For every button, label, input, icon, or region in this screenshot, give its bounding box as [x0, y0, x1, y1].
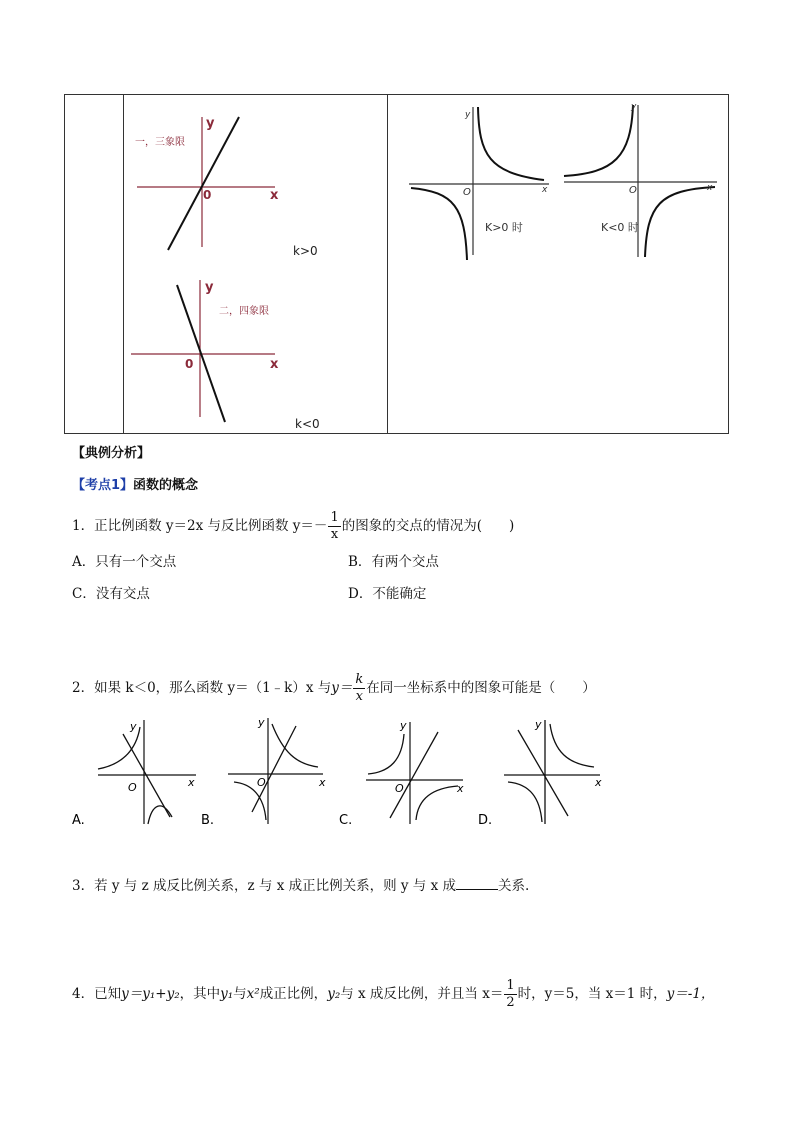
hyp2-origin: O	[629, 185, 637, 196]
graph2-caption: k<0	[295, 417, 320, 431]
q1-frac-den: x	[330, 527, 339, 542]
q3-number: 3．	[72, 878, 95, 894]
q1-fraction	[328, 510, 340, 543]
q4-frac-den: 2	[506, 995, 515, 1010]
q4-text-b: ，其中	[179, 986, 221, 1002]
q2-graph-a[interactable]	[72, 720, 196, 827]
question-4	[72, 978, 714, 1011]
q2-number: 2．	[72, 680, 95, 696]
topic-prefix: 【考点1】	[72, 478, 134, 493]
q4-fraction	[504, 978, 516, 1011]
q2-graph-a-y: y	[130, 720, 137, 733]
q1-option-a[interactable]	[72, 550, 176, 570]
q2-graph-d-x: x	[595, 776, 602, 789]
hyp2-y-label: y	[631, 102, 637, 112]
q2-graph-b[interactable]	[201, 716, 326, 827]
hyperbola-graphs	[389, 95, 729, 433]
q1-number: 1．	[72, 518, 95, 534]
q3-text-b: 关系.	[498, 878, 530, 894]
q1-option-c-letter: C．	[72, 586, 96, 602]
q4-text-c: 与	[233, 986, 247, 1002]
q2-graph-d-letter: D.	[478, 813, 493, 827]
graph1-caption: k>0	[293, 244, 318, 258]
q4-text-e: 与 x 成反比例，并且当 x＝	[340, 986, 504, 1002]
q1-option-b-letter: B．	[348, 554, 372, 570]
q1-option-b[interactable]	[348, 550, 439, 570]
q1-option-c[interactable]	[72, 582, 150, 602]
hyp1-caption: K>0 时	[485, 221, 523, 234]
graph1-x-label: x	[270, 188, 279, 203]
graph2-origin: 0	[185, 357, 194, 371]
hyp2-x-label: x	[707, 183, 713, 193]
graph2-quadrant-label: 二，四象限	[219, 306, 269, 317]
linear-graphs	[125, 95, 387, 433]
q1-option-a-text: 只有一个交点	[95, 554, 177, 570]
q2-graph-b-origin: O	[257, 776, 266, 789]
hyp1-branch-2	[411, 188, 467, 260]
graph2-x-label: x	[270, 357, 279, 372]
q1-option-d-text: 不能确定	[372, 586, 427, 602]
hyp1-y-label: y	[465, 110, 471, 120]
q2-graph-a-letter: A.	[72, 813, 85, 827]
q2-graph-c-letter: C.	[339, 813, 353, 827]
question-2	[72, 672, 596, 705]
q2-graph-d-y: y	[535, 718, 542, 731]
question-1	[72, 510, 514, 543]
q2-graph-a-origin: O	[128, 781, 137, 794]
q1-option-c-text: 没有交点	[95, 586, 150, 602]
hyp2-branch-1	[564, 105, 633, 176]
q4-number: 4．	[72, 986, 95, 1002]
q2-frac-den: x	[355, 689, 363, 704]
hyp1-origin: O	[463, 187, 471, 198]
hyp2-branch-2	[645, 187, 715, 257]
q4-x2: x²	[246, 986, 260, 1002]
q4-text-f: 时，y＝5，当 x＝1 时，	[517, 986, 667, 1002]
q2-graph-c-origin: O	[395, 782, 404, 795]
q2-text-b: 在同一坐标系中的图象可能是（ ）	[366, 680, 596, 696]
topic-title: 函数的概念	[133, 478, 199, 493]
graph1-origin: 0	[203, 188, 212, 202]
table-divider-2	[387, 95, 388, 433]
hyp1-branch-1	[478, 107, 544, 180]
q4-eq1: y＝y₁+y₂	[121, 986, 180, 1002]
q2-option-graphs	[68, 712, 628, 827]
q1-option-b-text: 有两个交点	[371, 554, 439, 570]
q4-frac-num: 1	[506, 978, 515, 993]
q4-text-d: 成正比例，	[259, 986, 328, 1002]
q2-graph-b-y: y	[258, 716, 265, 729]
hyp1-x-label: x	[542, 185, 548, 195]
property-table	[64, 94, 729, 434]
q4-y2: y₂	[327, 986, 341, 1002]
q2-graph-c[interactable]	[339, 719, 464, 827]
q3-answer-blank[interactable]	[456, 877, 498, 890]
q2-graph-b-x: x	[319, 776, 326, 789]
q4-text-a: 已知	[94, 986, 122, 1002]
q2-graph-a-x: x	[188, 776, 195, 789]
q4-y1: y₁	[220, 986, 234, 1002]
q1-option-d[interactable]	[348, 582, 426, 602]
q1-option-d-letter: D．	[348, 586, 373, 602]
q1-text-a: 正比例函数 y＝2x 与反比例函数 y＝－	[94, 518, 328, 534]
topic-heading	[72, 474, 198, 493]
hyp2-caption: K<0 时	[601, 221, 639, 234]
q1-option-a-letter: A．	[72, 554, 96, 570]
graph1-quadrant-label: 一，三象限	[135, 137, 185, 148]
q1-frac-num: 1	[330, 510, 339, 525]
q1-text-b: 的图象的交点的情况为( )	[341, 518, 515, 534]
graph2-y-label: y	[205, 280, 214, 295]
q2-y-eq: y＝	[331, 680, 353, 696]
section-title: 【典例分析】	[72, 446, 151, 461]
graph1-y-label: y	[206, 116, 215, 131]
table-divider-1	[123, 95, 124, 433]
q2-graph-c-y: y	[400, 719, 407, 732]
q4-text-g: y＝-1，	[666, 986, 715, 1002]
q2-fraction	[353, 672, 365, 705]
q2-frac-num: k	[355, 672, 364, 687]
q2-graph-b-letter: B.	[201, 813, 215, 827]
q2-graph-d[interactable]	[478, 718, 602, 827]
question-3	[72, 877, 529, 895]
q2-graph-c-x: x	[457, 782, 464, 795]
q3-text-a: 若 y 与 z 成反比例关系，z 与 x 成正比例关系，则 y 与 x 成	[94, 878, 457, 894]
q2-text-a: 如果 k＜0，那么函数 y＝（1﹣k）x 与	[94, 680, 332, 696]
